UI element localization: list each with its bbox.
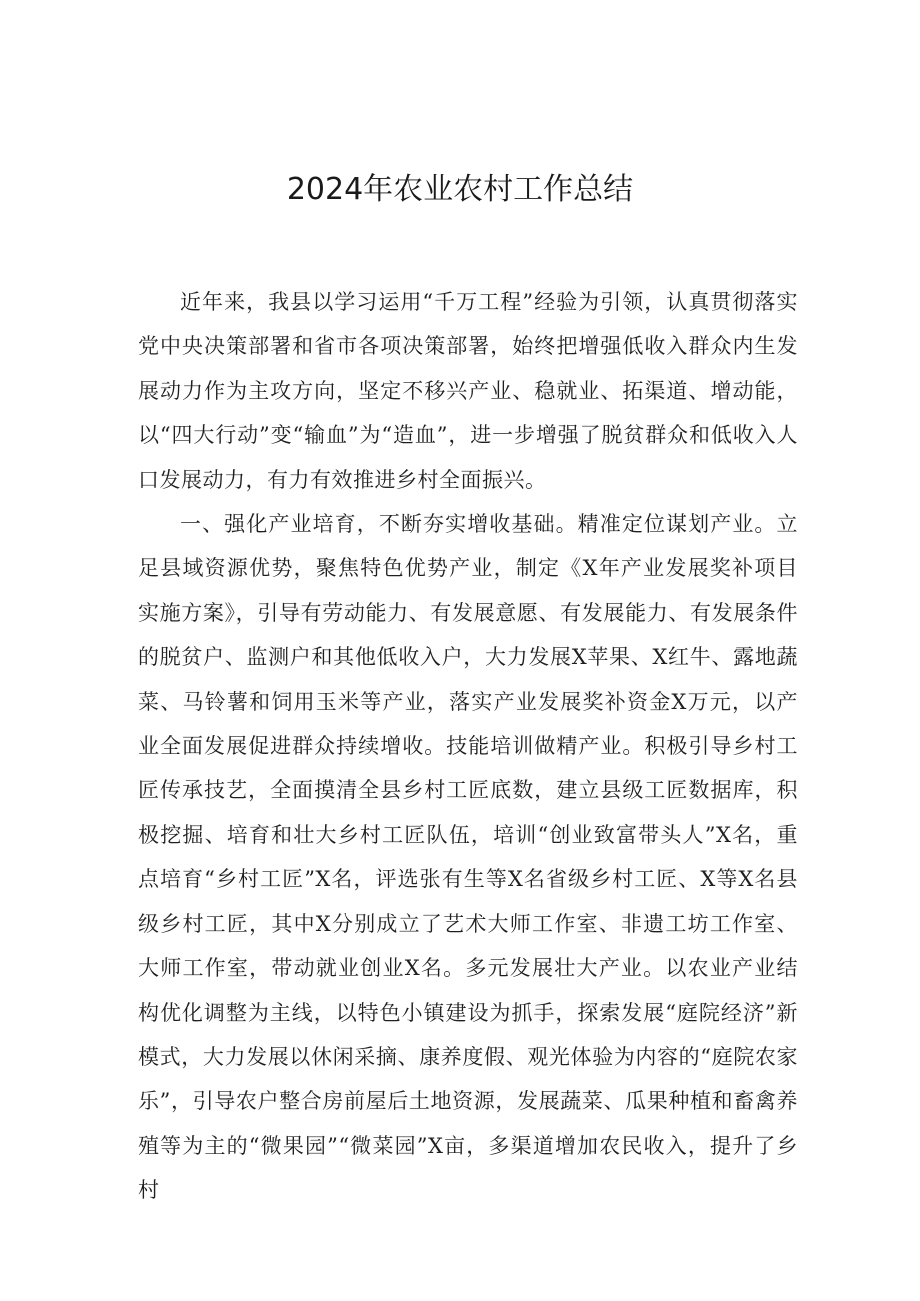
document-body (138, 280, 798, 1213)
paragraph-intro: 近年来，我县以学习运用“千万工程”经验为引领，认真贯彻落实党中央决策部署和省市各项决策部署，始终把增强低收入群众内生发展动力作为主攻方向，坚定不移兴产业、稳就业、拓渠道、增动能，以“四大行动”变“输血”为“造血”，进一步增强了脱贫群众和低收入人口发展动力，有力有效推进乡村全面振兴。 (138, 290, 798, 492)
paragraph-section-1: 一、强化产业培育，不断夯实增收基础。精准定位谋划产业。立足县域资源优势，聚焦特色优势产业，制定《X年产业发展奖补项目实施方案》，引导有劳动能力、有发展意愿、有发展能力、有发展条件的脱贫户、监测户和其他低收入户，大力发展X苹果、X红牛、露地蔬菜、马铃薯和饲用玉米等产业，落实产业发展奖补资金X万元，以产业全面发展促进群众持续增收。技能培训做精产业。积极引导乡村工匠传承技艺，全面摸清全县乡村工匠底数，建立县级工匠数据库，积极挖掘、培育和壮大乡村工匠队伍，培训“创业致富带头人”X名，重点培育“乡村工匠”X名，评选张有生等X名省级乡村工匠、X等X名县级乡村工匠，其中X分别成立了艺术大师工作室、非遗工坊工作室、大师工作室，带动就业创业X名。多元发展壮大产业。以农业产业结构优化调整为主线，以特色小镇建设为抓手，探索发展“庭院经济”新模式，大力发展以休闲采摘、康养度假、观光体验为内容的“庭院农家乐”，引导农户整合房前屋后土地资源，发展蔬菜、瓜果种植和畜禽养殖等为主的“微果园”“微菜园”X亩，多渠道增加农民收入，提升了乡村 (138, 512, 798, 1203)
document-title: 2024年农业农村工作总结 (286, 172, 634, 207)
